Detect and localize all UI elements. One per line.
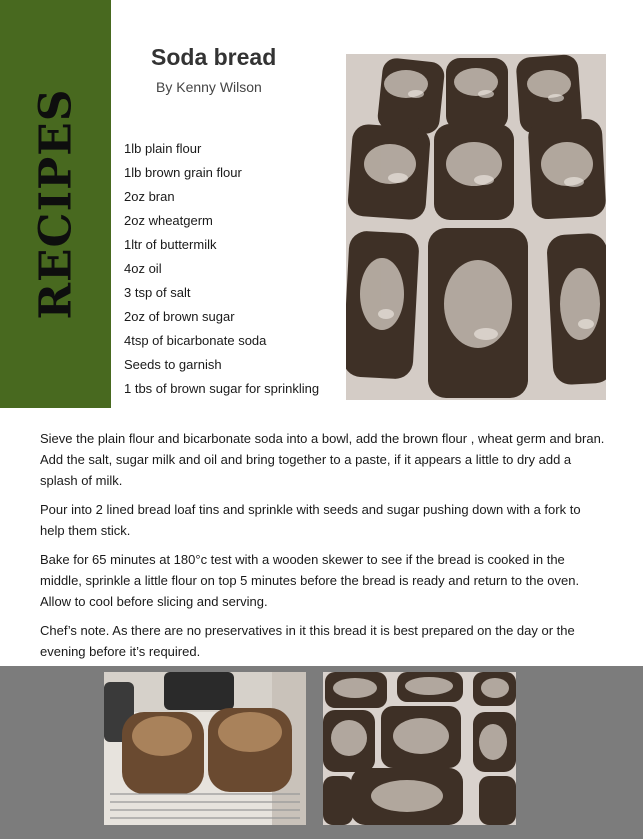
main-bread-photo — [346, 54, 606, 400]
chef-note: Chef’s note. As there are no preservatives in it this bread it is best prepared on the day or the evening before it’s required. — [40, 623, 575, 659]
seeded-loaves-illustration — [346, 54, 606, 400]
seeded-loaves-closeup-illustration — [323, 672, 516, 825]
footer-band — [0, 666, 643, 839]
ingredients-list — [124, 137, 319, 401]
recipes-label: RECIPES — [30, 88, 82, 320]
recipe-author: By Kenny Wilson — [156, 79, 262, 95]
method-paragraph: Bake for 65 minutes at 180°c test with a wooden skewer to see if the bread is cooked in the middle, sprinkle a little flour on top 5 minutes before the bread is ready and return to the oven. Allow to cool before slicing and serving. — [40, 552, 580, 609]
ingredient-item: 2oz wheatgerm — [124, 213, 213, 228]
bottom-right-photo — [323, 672, 516, 825]
ingredient-item: Seeds to garnish — [124, 357, 222, 372]
ingredient-item: 1 tbs of brown sugar for sprinkling — [124, 381, 320, 396]
ingredient-item: 4tsp of bicarbonate soda — [124, 333, 267, 348]
ingredient-item: 3 tsp of salt — [124, 285, 191, 300]
recipes-side-band — [0, 0, 111, 408]
ingredient-item: 2oz bran — [124, 189, 175, 204]
method-section — [40, 428, 606, 670]
recipe-title: Soda bread — [151, 44, 277, 70]
method-paragraph: Sieve the plain flour and bicarbonate soda into a bowl, add the brown flour , wheat germ and bran. Add the salt, sugar milk and oil and bring together to a paste, if it appears a little to dry add a splash of milk. — [40, 431, 605, 488]
ingredient-item: 1lb plain flour — [124, 141, 202, 156]
ingredient-item: 1lb brown grain flour — [124, 165, 242, 180]
method-paragraph: Pour into 2 lined bread loaf tins and sprinkle with seeds and sugar pushing down with a fork to help them stick. — [40, 502, 581, 538]
ingredient-item: 1ltr of buttermilk — [124, 237, 217, 252]
cooling-rack-illustration — [104, 672, 306, 825]
ingredient-item: 2oz of brown sugar — [124, 309, 235, 324]
ingredient-item: 4oz oil — [124, 261, 162, 276]
bottom-left-photo — [104, 672, 306, 825]
